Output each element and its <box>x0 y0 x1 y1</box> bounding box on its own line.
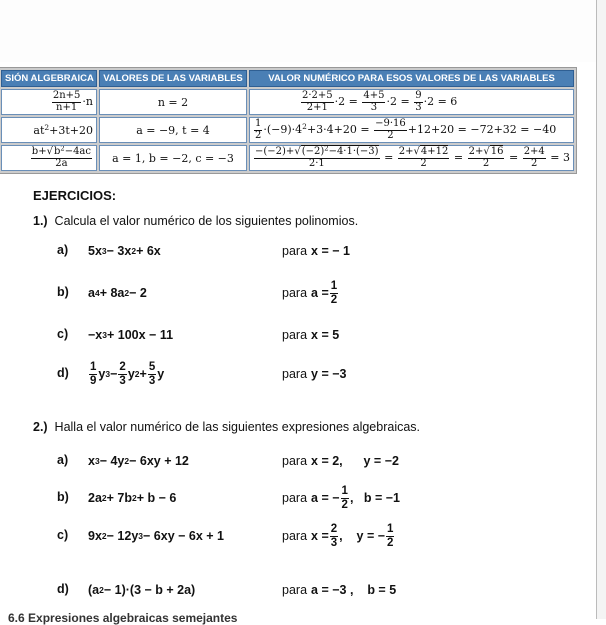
math-text: 2 <box>387 536 394 549</box>
para-label: para <box>282 454 308 468</box>
condition-value <box>311 583 396 597</box>
math-text: a = <box>311 286 329 300</box>
math-text: 3 <box>415 101 422 113</box>
para-label: para <box>282 328 308 342</box>
exercise-condition <box>282 575 396 605</box>
math-text: 2n+5 <box>52 90 81 101</box>
math-text: 2 <box>482 157 490 169</box>
math-text: n+1 <box>56 101 78 113</box>
numerator <box>341 485 349 498</box>
denominator <box>523 159 546 170</box>
math-text: 5 <box>148 361 156 374</box>
exercise-label: a) <box>57 453 69 467</box>
math-text: 2 <box>255 129 262 141</box>
condition-value <box>311 485 400 510</box>
numerator <box>386 523 394 536</box>
section-number: 2.) <box>33 420 48 434</box>
sqrt-icon: √ <box>413 146 420 157</box>
superscript: 2 <box>302 121 307 131</box>
numerator <box>330 280 338 293</box>
exercise-label: b) <box>57 490 69 504</box>
exercise-label: c) <box>57 528 69 542</box>
math-text: 2 <box>531 157 538 169</box>
para-label: para <box>282 367 308 381</box>
math-text: + <box>139 367 147 381</box>
exercise-condition <box>282 521 395 551</box>
table-row <box>1 89 574 115</box>
table-header-row <box>1 70 574 87</box>
exercise-label: b) <box>57 285 69 299</box>
cell-result <box>249 145 574 171</box>
exercise-expression: 9x 2 − 12y 3 − 6xy − 6x + 1 <box>88 529 224 543</box>
numeric-value-table <box>0 67 577 174</box>
math-text: ·2 = <box>334 95 362 108</box>
fraction <box>362 91 385 113</box>
exercise-label: d) <box>57 366 69 380</box>
denominator <box>386 537 394 549</box>
math-text: 2 <box>387 129 394 141</box>
denominator <box>301 103 334 114</box>
denominator <box>254 159 380 170</box>
math-text: +3t+20 <box>49 123 93 137</box>
math-text: 3 <box>119 374 126 387</box>
condition-value <box>311 328 339 342</box>
math-text: b <box>53 146 61 157</box>
fraction <box>374 119 407 141</box>
math-text: 2·2+5 <box>302 90 333 101</box>
exercise-expression: −x 3 + 100x − 11 <box>88 328 174 342</box>
denominator <box>330 537 338 549</box>
denominator <box>468 159 505 170</box>
math-text: at <box>33 123 45 137</box>
section-2-instruction <box>33 420 420 434</box>
math-text: −(−2)+ <box>255 146 295 157</box>
cell-expression <box>1 89 97 115</box>
exercise-condition <box>282 236 350 266</box>
denominator <box>341 499 349 511</box>
math-text: 9 <box>90 374 97 387</box>
fraction <box>254 144 380 169</box>
fraction <box>301 91 334 113</box>
math-text: x = 5 <box>311 328 340 342</box>
header-variable-values: VALORES DE LAS VARIABLES <box>99 70 247 87</box>
fraction <box>89 361 97 386</box>
math-text: ·2 = <box>386 95 414 108</box>
cell-result <box>249 117 574 143</box>
math-text: 4+5 <box>363 90 385 101</box>
numerator <box>148 361 156 374</box>
exercise-condition <box>282 359 346 389</box>
cell-expression <box>1 117 97 143</box>
denominator <box>52 103 82 114</box>
math-text: n = 2 <box>157 95 189 109</box>
math-text: b+ <box>31 146 47 157</box>
next-section-heading: 6.6 Expresiones algebraicas semejantes <box>8 611 238 625</box>
math-text: 1 <box>90 361 97 374</box>
radicand <box>53 145 91 157</box>
condition-value <box>311 523 395 548</box>
cell-expression <box>1 145 97 171</box>
header-expression: SIÓN ALGEBRAICA <box>1 70 97 87</box>
exercise-expression: (a 2 − 1)·(3 − b + 2a) <box>88 583 196 597</box>
numerator <box>89 361 97 374</box>
radicand <box>490 145 504 157</box>
math-text: − <box>110 367 118 381</box>
exercise-condition <box>282 483 400 513</box>
sqrt-icon: √ <box>294 146 301 157</box>
table-row <box>1 145 574 171</box>
math-text: 2+ <box>468 146 484 157</box>
superscript: 2 <box>324 144 329 153</box>
exercise-condition <box>282 446 399 476</box>
instruction-text: Calcula el valor numérico de los siguientes polinomios. <box>54 214 359 228</box>
math-text: 2 <box>330 293 338 306</box>
math-text: +3·4+20 = <box>306 123 374 136</box>
condition-value <box>311 244 350 258</box>
exercise-expression: a 4 + 8a 2 − 2 <box>88 286 147 300</box>
exercise-condition <box>282 320 339 350</box>
math-text: x <box>88 454 95 468</box>
math-text: + 6x <box>136 244 161 258</box>
para-label: para <box>282 583 308 597</box>
math-text: 1 <box>330 280 338 293</box>
math-text: −4·1·(−3) <box>328 146 379 157</box>
para-label: para <box>282 286 308 300</box>
page-top-area <box>0 0 606 62</box>
cell-result <box>249 89 574 115</box>
exercise-expression: x 3 − 4y 2 − 6xy + 12 <box>88 454 189 468</box>
exercise-label: a) <box>57 243 69 257</box>
condition-value <box>311 280 339 305</box>
math-text: 2a <box>55 157 68 169</box>
sqrt-icon: √ <box>483 146 490 157</box>
math-text: 3 <box>330 536 338 549</box>
math-text: 16 <box>490 146 504 157</box>
math-text: 1 <box>387 523 394 536</box>
math-text: a <box>88 286 95 300</box>
math-text: − 6xy + 12 <box>129 454 189 468</box>
math-text: , b = −1 <box>349 491 400 505</box>
superscript: 2 <box>44 122 50 132</box>
math-text: a = −9, t = 4 <box>136 123 210 137</box>
math-text: −4ac <box>64 146 91 157</box>
fraction <box>523 147 546 169</box>
math-text: 2 <box>420 157 427 169</box>
math-text: 4+12 <box>420 146 449 157</box>
fraction <box>414 91 422 113</box>
math-text: + 100x − 11 <box>107 328 174 342</box>
numerator <box>330 523 338 536</box>
denominator <box>31 159 92 170</box>
fraction <box>386 523 394 548</box>
math-text: − 6xy − 6x + 1 <box>143 529 224 543</box>
fraction <box>330 280 338 305</box>
math-text: y <box>98 367 106 381</box>
denominator <box>414 103 422 114</box>
denominator <box>374 131 407 142</box>
superscript: 2 <box>60 145 65 153</box>
exercise-expression: $\frac{1}{9}$ y 3 − $\frac{2}{3}$ y 2 + $\frac{5}{3}$ y <box>90 361 165 387</box>
math-text: 2 <box>341 498 348 511</box>
math-text: y <box>157 367 165 381</box>
math-text: − 12y <box>106 529 139 543</box>
math-text: + 8a <box>99 286 125 300</box>
fraction <box>341 485 349 510</box>
denominator <box>148 375 156 387</box>
instruction-text: Halla el valor numérico de las siguientes expresiones algebraicas. <box>54 420 421 434</box>
fraction <box>31 147 92 169</box>
math-text: = <box>505 151 522 164</box>
math-text: 3 <box>370 101 378 113</box>
math-text: ·(−9)·4 <box>263 123 303 136</box>
math-text: − 1)·(3 − b + 2a) <box>103 583 196 597</box>
math-text: 2a <box>88 491 102 505</box>
exercises-title: EJERCICIOS: <box>33 188 117 203</box>
math-text: 5x <box>88 244 102 258</box>
exercise-expression: 2a 2 + 7b 2 + b − 6 <box>88 491 177 505</box>
math-text: −9·16 <box>375 118 406 129</box>
math-text: 9 <box>415 90 422 101</box>
numerator <box>118 361 126 374</box>
para-label: para <box>282 491 308 505</box>
math-text: x = <box>311 529 329 543</box>
fraction <box>468 147 505 169</box>
math-text: + b − 6 <box>136 491 177 505</box>
math-text: 1 <box>341 485 348 498</box>
fraction <box>254 119 262 141</box>
denominator <box>118 375 126 387</box>
math-text: 2 <box>119 361 126 374</box>
denominator <box>254 131 262 142</box>
math-text: (a <box>88 583 100 597</box>
math-text: x = 2, y = −2 <box>311 454 399 468</box>
fraction <box>52 91 82 113</box>
math-text: a = 1, b = −2, c = −3 <box>112 151 234 165</box>
math-text: = <box>380 151 397 164</box>
math-text: = <box>450 151 467 164</box>
math-text: 2 <box>330 523 338 536</box>
math-text: 2+ <box>398 146 414 157</box>
math-text: +12+20 = −72+32 = −40 <box>407 123 557 136</box>
denominator <box>330 294 338 306</box>
table-row <box>1 117 574 143</box>
math-text: 2·1 <box>308 157 325 169</box>
condition-value <box>311 454 399 468</box>
math-text: ·2 = 6 <box>423 95 458 108</box>
math-text: + 7b <box>106 491 133 505</box>
math-text: − 4y <box>99 454 125 468</box>
math-text: 9x <box>88 529 102 543</box>
denominator <box>362 103 385 114</box>
math-text: = 3 <box>546 151 571 164</box>
math-text: , y = − <box>339 529 386 543</box>
math-text: x = − 1 <box>311 244 350 258</box>
math-text: − 2 <box>129 286 147 300</box>
math-text: − 3x <box>106 244 132 258</box>
exercise-label: c) <box>57 327 69 341</box>
cell-values <box>99 89 247 115</box>
fraction <box>118 361 126 386</box>
math-text: a = − <box>311 491 340 505</box>
fraction <box>148 361 156 386</box>
fraction <box>330 523 338 548</box>
math-text: y = −3 <box>311 367 347 381</box>
radicand <box>420 145 448 157</box>
math-text: 1 <box>255 118 262 129</box>
para-label: para <box>282 244 308 258</box>
denominator <box>89 375 97 387</box>
fraction <box>398 147 450 169</box>
para-label: para <box>282 529 308 543</box>
math-text: ·n <box>82 95 93 108</box>
math-text: 2+1 <box>306 101 328 113</box>
condition-value <box>311 367 346 381</box>
header-numeric-value: VALOR NUMÉRICO PARA ESOS VALORES DE LAS VARIABLES <box>249 70 574 87</box>
math-text: 3 <box>148 374 156 387</box>
scrollbar[interactable] <box>596 0 606 619</box>
math-text: y <box>127 367 135 381</box>
exercise-expression: 5x 3 − 3x 2 + 6x <box>88 244 161 258</box>
radicand <box>301 145 379 157</box>
cell-values <box>99 117 247 143</box>
math-text: a = −3 , b = 5 <box>311 583 397 597</box>
sqrt-icon: √ <box>46 146 53 157</box>
denominator <box>398 159 450 170</box>
math-text: −x <box>88 328 103 342</box>
section-number: 1.) <box>33 214 48 228</box>
section-1-instruction <box>33 214 358 228</box>
cell-values <box>99 145 247 171</box>
exercise-condition <box>282 278 339 308</box>
math-text: 2+4 <box>523 146 545 157</box>
math-text: (−2) <box>301 146 325 157</box>
exercise-label: d) <box>57 582 69 596</box>
